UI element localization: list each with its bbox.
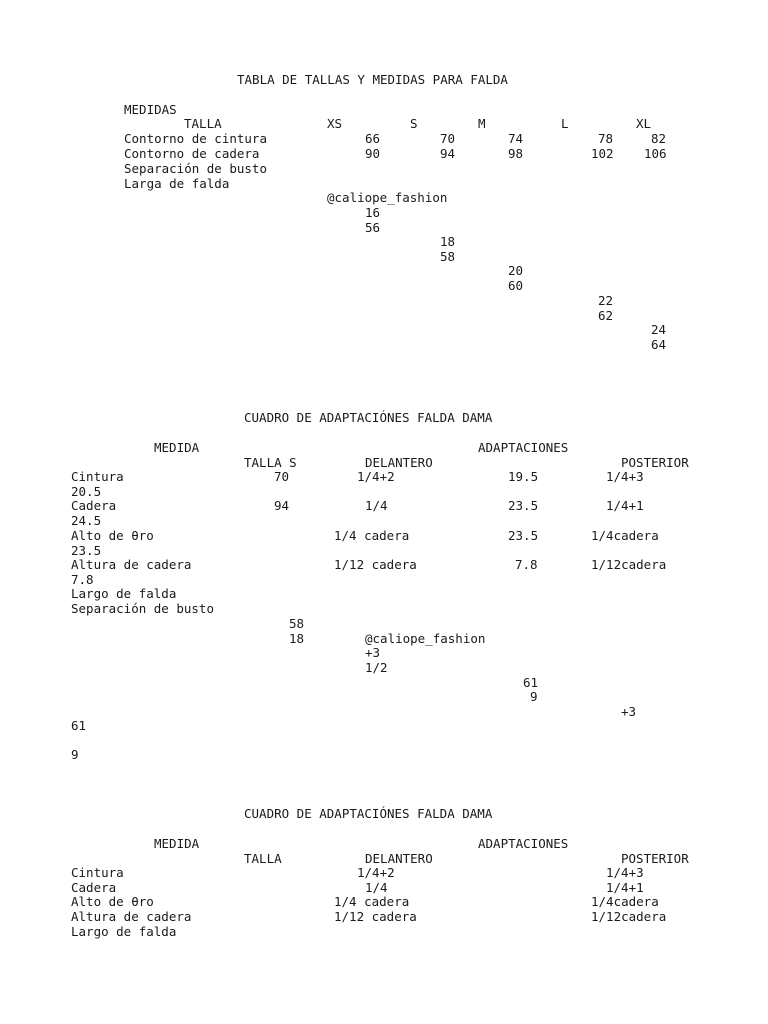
cell-value: 1/12cadera xyxy=(591,557,667,572)
cell-value: 106 xyxy=(644,146,667,161)
talla-label: TALLA xyxy=(244,851,282,866)
cell-value: 58 xyxy=(440,249,456,264)
row-label: Contorno de cintura xyxy=(124,131,267,146)
row-label: Altura de cadera xyxy=(71,557,192,572)
cell-value: 1/4+2 xyxy=(357,469,395,484)
cell-value: 18 xyxy=(289,631,305,646)
size-m: M xyxy=(478,116,486,131)
cell-value: 61 xyxy=(523,675,539,690)
row-label: Cadera xyxy=(71,880,117,895)
cell-value: +3 xyxy=(621,704,637,719)
size-xl: XL xyxy=(636,116,652,131)
cell-value: 102 xyxy=(591,146,614,161)
cell-value: 24 xyxy=(651,322,667,337)
watermark-text: @caliope_fashion xyxy=(327,190,448,205)
row-label: Alto de θro xyxy=(71,894,154,909)
cell-value: 62 xyxy=(598,308,614,323)
cell-value: 74 xyxy=(508,131,524,146)
cell-value: 58 xyxy=(289,616,305,631)
row-label: Separación de busto xyxy=(71,601,214,616)
cell-value: 1/4 xyxy=(365,498,388,513)
delantero-label: DELANTERO xyxy=(365,851,433,866)
title-cuadro-adaptaciones-2: CUADRO DE ADAPTACIÓNES FALDA DAMA xyxy=(244,806,493,821)
cell-value: 9 xyxy=(71,747,79,762)
cell-value: 1/4cadera xyxy=(591,894,659,909)
talla-label: TALLA xyxy=(184,116,222,131)
cell-value: 1/12 cadera xyxy=(334,557,417,572)
cell-value: 1/4 cadera xyxy=(334,894,410,909)
row-label: Cadera xyxy=(71,498,117,513)
size-xs: XS xyxy=(327,116,343,131)
medida-label: MEDIDA xyxy=(154,440,200,455)
cell-value: 1/2 xyxy=(365,660,388,675)
row-label: Largo de falda xyxy=(71,586,177,601)
cell-value: 1/4cadera xyxy=(591,528,659,543)
cell-value: 61 xyxy=(71,718,87,733)
cell-value: 78 xyxy=(598,131,614,146)
cell-value: 1/4 cadera xyxy=(334,528,410,543)
cell-value: 82 xyxy=(651,131,667,146)
cell-value: 1/4 xyxy=(365,880,388,895)
row-label: Separación de busto xyxy=(124,161,267,176)
cell-value: 70 xyxy=(440,131,456,146)
cell-value: 16 xyxy=(365,205,381,220)
cell-value: 18 xyxy=(440,234,456,249)
cell-value: 66 xyxy=(365,131,381,146)
adaptaciones-label: ADAPTACIONES xyxy=(478,836,569,851)
adaptaciones-label: ADAPTACIONES xyxy=(478,440,569,455)
cell-value: 94 xyxy=(440,146,456,161)
title-cuadro-adaptaciones: CUADRO DE ADAPTACIÓNES FALDA DAMA xyxy=(244,410,493,425)
row-label: Contorno de cadera xyxy=(124,146,260,161)
cell-value: 9 xyxy=(530,689,538,704)
cell-value: 98 xyxy=(508,146,524,161)
size-l: L xyxy=(561,116,569,131)
row-label: Altura de cadera xyxy=(71,909,192,924)
cell-value: 23.5 xyxy=(508,528,539,543)
cell-value: 1/12cadera xyxy=(591,909,667,924)
row-label: Larga de falda xyxy=(124,176,230,191)
cell-value: 19.5 xyxy=(508,469,539,484)
cell-value: 7.8 xyxy=(71,572,94,587)
posterior-label: POSTERIOR xyxy=(621,455,689,470)
cell-value: 56 xyxy=(365,220,381,235)
delantero-label: DELANTERO xyxy=(365,455,433,470)
row-label: Largo de falda xyxy=(71,924,177,939)
cell-value: 22 xyxy=(598,293,614,308)
cell-value: 64 xyxy=(651,337,667,352)
cell-value: 23.5 xyxy=(71,543,102,558)
cell-value: +3 xyxy=(365,645,381,660)
cell-value: 20 xyxy=(508,263,524,278)
posterior-label: POSTERIOR xyxy=(621,851,689,866)
cell-value: 1/12 cadera xyxy=(334,909,417,924)
cell-value: 7.8 xyxy=(515,557,538,572)
talla-s-label: TALLA S xyxy=(244,455,297,470)
cell-value: 1/4+3 xyxy=(606,865,644,880)
cell-value: 90 xyxy=(365,146,381,161)
cell-value: 1/4+2 xyxy=(357,865,395,880)
title-tabla-tallas: TABLA DE TALLAS Y MEDIDAS PARA FALDA xyxy=(237,72,508,87)
row-label: Cintura xyxy=(71,469,124,484)
cell-value: 60 xyxy=(508,278,524,293)
row-label: Cintura xyxy=(71,865,124,880)
cell-value: 24.5 xyxy=(71,513,102,528)
cell-value: 23.5 xyxy=(508,498,539,513)
cell-value: 94 xyxy=(274,498,290,513)
cell-value: 1/4+1 xyxy=(606,498,644,513)
cell-value: 1/4+3 xyxy=(606,469,644,484)
cell-value: 1/4+1 xyxy=(606,880,644,895)
size-s: S xyxy=(410,116,418,131)
medida-label: MEDIDA xyxy=(154,836,200,851)
cell-value: 20.5 xyxy=(71,484,102,499)
medidas-label: MEDIDAS xyxy=(124,102,177,117)
row-label: Alto de θro xyxy=(71,528,154,543)
cell-value: 70 xyxy=(274,469,290,484)
watermark-text: @caliope_fashion xyxy=(365,631,486,646)
